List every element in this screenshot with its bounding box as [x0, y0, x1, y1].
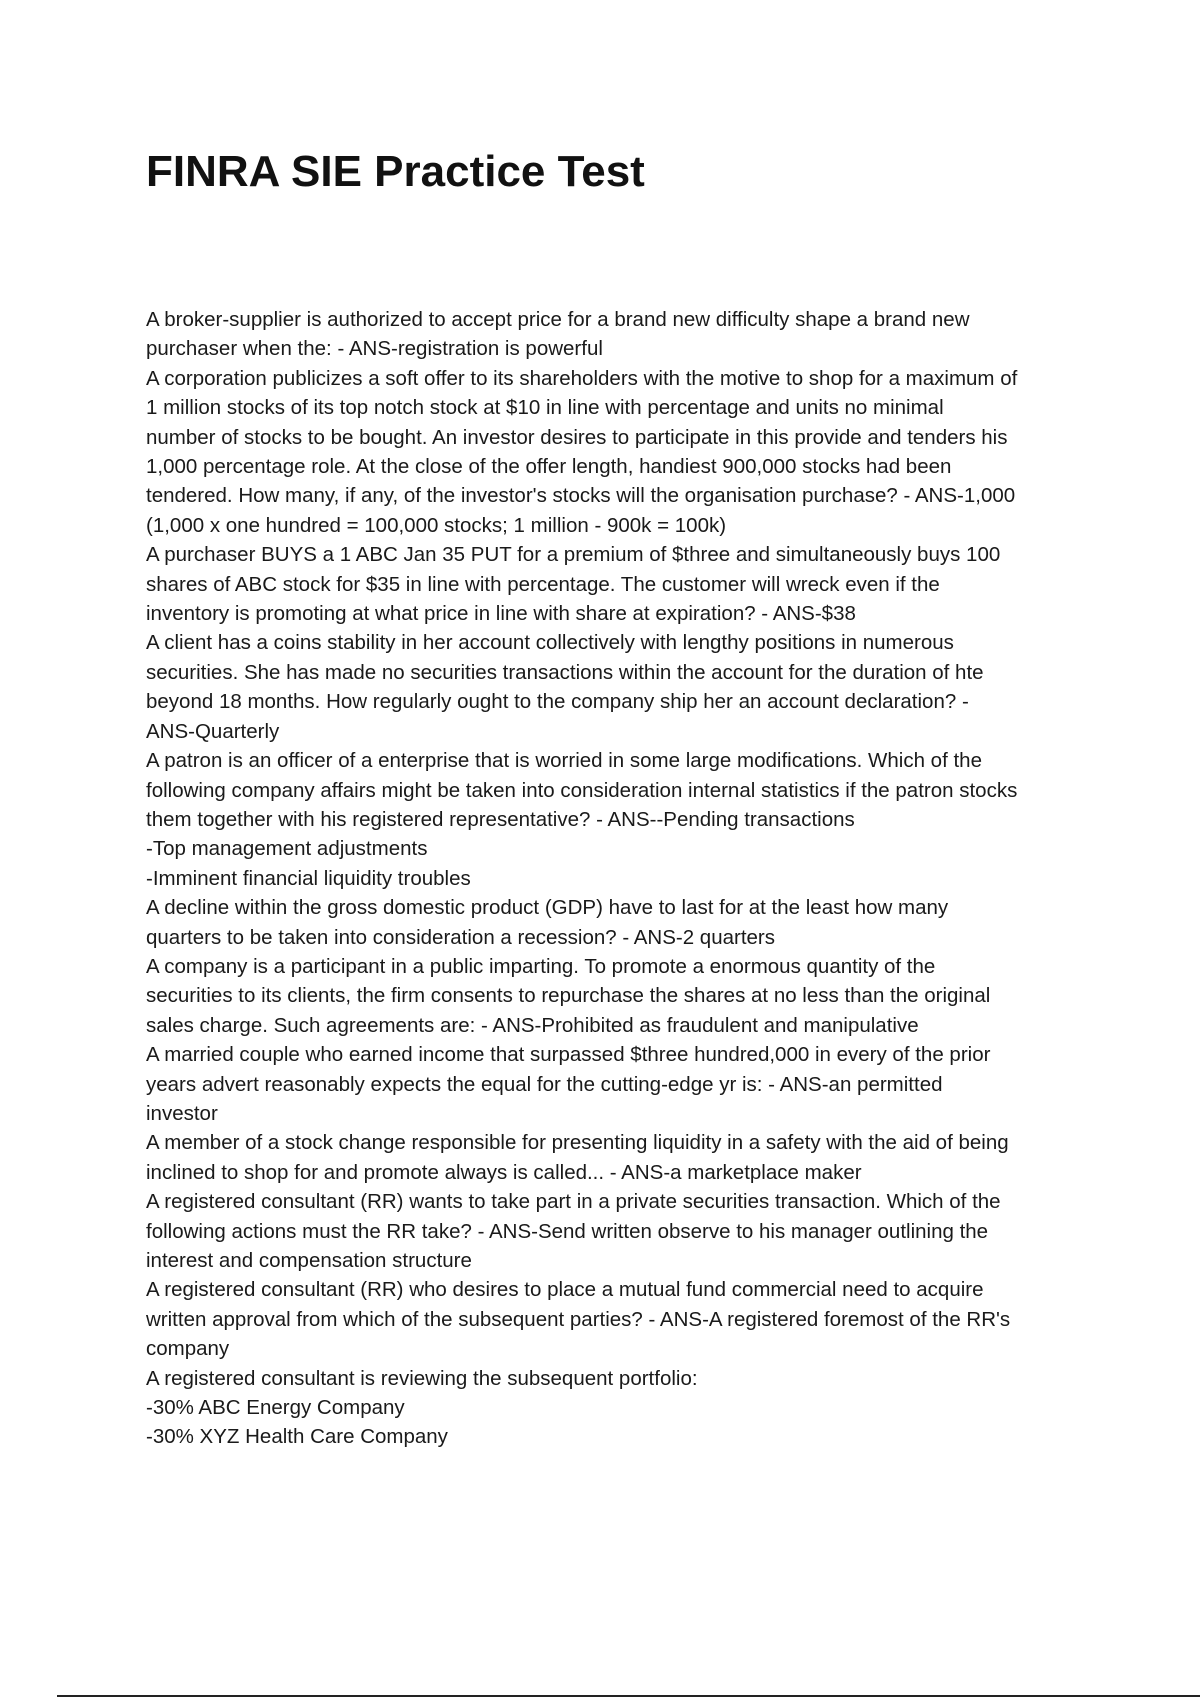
text-line: written approval from which of the subsequent parties? - ANS-A registered foremost of the RR's — [146, 1307, 1011, 1331]
text-line: following actions must the RR take? - ANS-Send written observe to his manager outlining the — [146, 1219, 989, 1243]
text-line: 1 million stocks of its top notch stock at $10 in line with percentage and units no minimal — [146, 396, 944, 420]
text-line: ANS-Quarterly — [146, 719, 280, 743]
text-line: -30% ABC Energy Company — [146, 1396, 405, 1420]
text-line: A registered consultant (RR) wants to take part in a private securities transaction. Which of the — [146, 1190, 1001, 1214]
text-line: -30% XYZ Health Care Company — [146, 1425, 448, 1449]
text-line: years advert reasonably expects the equal for the cutting-edge yr is: - ANS-an permitted — [146, 1072, 943, 1096]
text-line: -Imminent financial liquidity troubles — [146, 866, 471, 890]
text-line: purchaser when the: - ANS-registration is powerful — [146, 337, 603, 361]
text-line: A member of a stock change responsible for presenting liquidity in a safety with the aid of being — [146, 1131, 1009, 1155]
text-line: number of stocks to be bought. An investor desires to participate in this provide and tenders his — [146, 425, 1008, 449]
text-line: (1,000 x one hundred = 100,000 stocks; 1 million - 900k = 100k) — [146, 513, 727, 537]
page-title: FINRA SIE Practice Test — [146, 147, 645, 196]
text-line: A registered consultant (RR) who desires to place a mutual fund commercial need to acquire — [146, 1278, 984, 1302]
text-line: inventory is promoting at what price in line with share at expiration? - ANS-$38 — [146, 602, 856, 626]
text-line: company — [146, 1337, 230, 1361]
text-line: -Top management adjustments — [146, 837, 428, 861]
text-line: A registered consultant is reviewing the subsequent portfolio: — [146, 1366, 698, 1390]
text-line: A purchaser BUYS a 1 ABC Jan 35 PUT for a premium of $three and simultaneously buys 100 — [146, 543, 1001, 567]
text-line: A decline within the gross domestic product (GDP) have to last for at the least how many — [146, 896, 949, 920]
text-line: beyond 18 months. How regularly ought to the company ship her an account declaration? - — [146, 690, 969, 714]
text-line: securities. She has made no securities transactions within the account for the duration of hte — [146, 660, 984, 684]
text-line: following company affairs might be taken into consideration internal statistics if the patron stocks — [146, 778, 1018, 802]
text-line: tendered. How many, if any, of the investor's stocks will the organisation purchase? - ANS-1,000 — [146, 484, 1016, 508]
text-line: A company is a participant in a public imparting. To promote a enormous quantity of the — [146, 954, 936, 978]
text-line: securities to its clients, the firm consents to repurchase the shares at no less than the original — [146, 984, 991, 1008]
text-line: shares of ABC stock for $35 in line with percentage. The customer will wreck even if the — [146, 572, 940, 596]
page-bottom-divider — [57, 1695, 1200, 1697]
text-line: sales charge. Such agreements are: - ANS-Prohibited as fraudulent and manipulative — [146, 1013, 919, 1037]
text-line: inclined to shop for and promote always is called... - ANS-a marketplace maker — [146, 1160, 862, 1184]
text-line: 1,000 percentage role. At the close of the offer length, handiest 900,000 stocks had been — [146, 455, 952, 479]
text-line: them together with his registered representative? - ANS--Pending transactions — [146, 807, 855, 831]
text-line: A married couple who earned income that surpassed $three hundred,000 in every of the prior — [146, 1043, 991, 1067]
text-line: A broker-supplier is authorized to accept price for a brand new difficulty shape a brand new — [146, 308, 970, 331]
text-line: investor — [146, 1101, 218, 1125]
text-line: quarters to be taken into consideration a recession? - ANS-2 quarters — [146, 925, 776, 949]
text-line: A patron is an officer of a enterprise that is worried in some large modifications. Which of the — [146, 749, 982, 773]
document-body — [146, 305, 1106, 1452]
text-line: A client has a coins stability in her account collectively with lengthy positions in numerous — [146, 631, 954, 655]
text-line: A corporation publicizes a soft offer to its shareholders with the motive to shop for a maximum of — [146, 366, 1018, 390]
text-line: interest and compensation structure — [146, 1249, 472, 1272]
